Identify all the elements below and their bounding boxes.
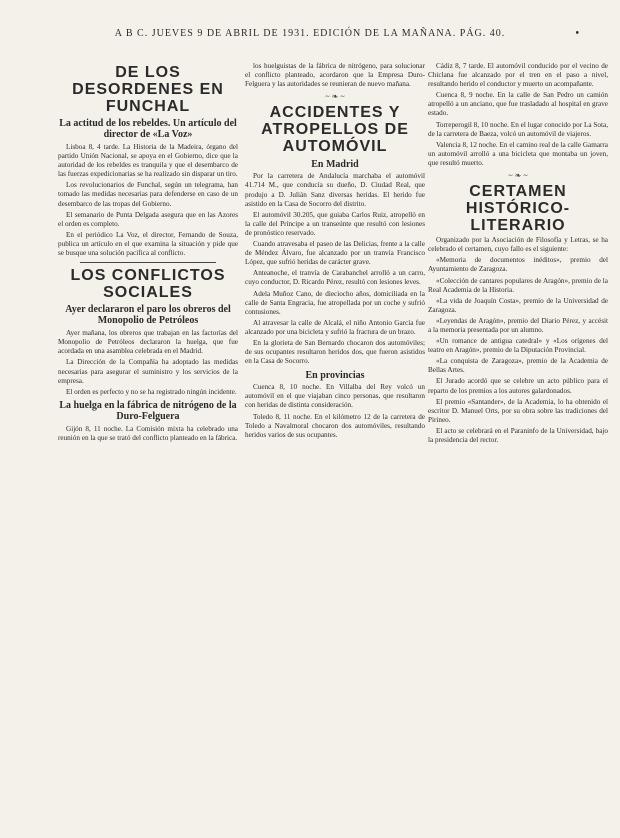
subhead-petroleos: Ayer declararon el paro los obreros del Monopolio de Petróleos	[65, 304, 231, 327]
paragraph: La Dirección de la Compañía ha adoptado las medidas necesarias para asegurar el suministro y los servicios de la empresa.	[58, 358, 238, 385]
paragraph: Anteanoche, el tranvía de Carabanchel arrolló a un carro, cuyo conductor, D. Ricardo Pérez, resultó con lesiones leves.	[245, 269, 425, 287]
paragraph: Los revolucionarios de Funchal, según un telegrama, han tomado las medidas necesarias para defenderse en caso de un desembarco de las tropas del Gobierno.	[58, 181, 238, 208]
headline-conflictos: LOS CONFLICTOS SOCIALES	[70, 267, 226, 302]
paragraph: El orden es perfecto y no se ha registrado ningún incidente.	[66, 387, 237, 396]
running-head-text: A B C. JUEVES 9 DE ABRIL DE 1931. EDICIÓN DE LA MAÑANA. PÁG. 40.	[114, 28, 506, 39]
paragraph: Gijón 8, 11 noche. La Comisión mixta ha celebrado una reunión en la que se trató del conflicto planteado en la fábrica.	[58, 424, 238, 442]
paragraph: El semanario de Punta Delgada asegura que en las Azores el orden es completo.	[58, 210, 238, 228]
subhead-actitud: La actitud de los rebeldes. Un artículo del director de «La Voz»	[59, 118, 237, 140]
column-3	[428, 62, 608, 832]
paragraph: En la glorieta de San Bernardo chocaron dos automóviles; de sus ocupantes resultaron heridos dos, que fueron asistidos en la Casa de Socorro.	[245, 338, 425, 366]
headline-desordenes: DE LOS DESORDENES EN FUNCHAL	[72, 64, 224, 115]
paragraph: Cádiz 8, 7 tarde. El automóvil conducido por el vecino de Chiclana fue alcanzado por el tren en el paso a nivel, resultando herido el conductor y muerto un acompañante.	[428, 62, 608, 89]
paragraph: «Memoria de documentos inéditos», premio del Ayuntamiento de Zaragoza.	[428, 256, 608, 274]
paragraph: Cuando atravesaba el paseo de las Delicias, frente a la calle de Méndez Álvaro, fue alcanzado por un tranvía Francisco López, que sufrió heridas de carácter grave.	[245, 240, 425, 267]
running-head	[0, 28, 620, 50]
paragraph: «La vida de Joaquín Costa», premio de la Universidad de Zaragoza.	[428, 296, 608, 314]
paragraph: Al atravesar la calle de Alcalá, el niño Antonio García fue alcanzado por una bicicleta y sufrió la fractura de un brazo.	[245, 318, 425, 336]
paragraph: «La conquista de Zaragoza», premio de la Academia de Bellas Artes.	[428, 357, 608, 375]
subhead-madrid: En Madrid	[311, 159, 359, 171]
subhead-duro-felguera: La huelga en la fábrica de nitrógeno de la Duro-Felguera	[59, 399, 237, 422]
paragraph: «Leyendas de Aragón», premio del Diario Pérez, y accésit a la memoria presentada por un alumno.	[428, 316, 608, 334]
headline-accidentes: ACCIDENTES Y ATROPELLOS DE AUTOMÓVIL	[261, 104, 409, 156]
paragraph: Cuenca 8, 9 noche. En la calle de San Pedro un camión atropelló a un anciano, que fue trasladado al hospital en grave estado.	[428, 91, 608, 118]
page-mark: •	[575, 28, 580, 39]
paragraph: Ayer mañana, los obreros que trabajan en las factorías del Monopolio de Petróleos declararon la huelga, que fue acordada en una asamblea celebrada en el Madrid.	[58, 329, 238, 356]
column-1	[58, 62, 238, 832]
headline-certamen: CERTAMEN HISTÓRICO-LITERARIO	[465, 183, 571, 235]
subhead-provincias: En provincias	[305, 370, 365, 382]
paragraph: En el periódico La Voz, el director, Fernando de Souza, publica un artículo en el que examina la situación y pide que se busque una solución pacífica al conflicto.	[58, 230, 238, 258]
paragraph: Torreperogil 8, 10 noche. En el lugar conocido por La Sota, de la carretera de Baeza, volcó un automóvil de viajeros.	[428, 120, 608, 138]
paragraph: Toledo 8, 11 noche. En el kilómetro 12 de la carretera de Toledo a Navalmoral chocaron dos automóviles, resultando heridos varios de sus ocupantes.	[245, 412, 425, 439]
paragraph: Cuenca 8, 10 noche. En Villalba del Rey volcó un automóvil en el que viajaban cinco personas, que resultaron con heridas de distinta consideración.	[245, 383, 425, 410]
paragraph: El acto se celebrará en el Paraninfo de la Universidad, bajo la presidencia del rector.	[428, 426, 608, 444]
paragraph: El Jurado acordó que se celebre un acto público para el reparto de los premios a los autores galardonados.	[428, 377, 608, 395]
column-2	[245, 62, 425, 832]
paragraph: Lisboa 8, 4 tarde. La Historia de la Madeira, órgano del partido Unión Nacional, se apoya en el Gobierno, dice que la autoridad de los rebeldes es tranquila y que el desembarco de las fuerzas expedicionarias se ha realizado sin disparar un tiro.	[58, 143, 238, 179]
paragraph: los huelguistas de la fábrica de nitrógeno, para solucionar el conflicto planteado, acordaron que la Empresa Duro-Felguera y las autoridades se reunieran de nuevo mañana.	[245, 62, 425, 89]
paragraph: Adela Muñoz Cano, de dieciocho años, domiciliada en la calle de Santa Engracia, fue atropellada por un coche y sufrió contusiones.	[245, 289, 425, 316]
ornament-divider: ~ ❧ ~	[325, 92, 345, 102]
paragraph: Organizado por la Asociación de Filosofía y Letras, se ha celebrado el certamen, cuyo fallo es el siguiente:	[428, 236, 608, 254]
paragraph: Por la carretera de Andalucía marchaba el automóvil 41.714 M., que conducía su dueño, D. Ciudad Real, que produjo a D. Julián Sanz diversas heridas. El herido fue asistido en la Casa de Socorro del distrito.	[245, 172, 425, 208]
paragraph: El premio «Santander», de la Academia, lo ha obtenido el escritor D. Manuel Orts, por su obra sobre las tradiciones del Pirineo.	[428, 397, 608, 424]
paragraph: El automóvil 30.205, que guiaba Carlos Ruiz, atropelló en la calle del Príncipe a un transeúnte que resultó con lesiones de pronóstico reservado.	[245, 210, 425, 237]
paragraph: Valencia 8, 12 noche. En el camino real de la calle Gamarra un automóvil arrolló a una bicicleta que montaba un joven, que resultó muerto.	[428, 140, 608, 167]
paragraph: «Colección de cantares populares de Aragón», premio de la Real Academia de la Historia.	[428, 276, 608, 294]
section-rule	[80, 262, 216, 263]
paragraph: «Un romance de antigua catedral» y «Los orígenes del teatro en Aragón», premio de la Diputación Provincial.	[428, 337, 608, 355]
ornament-divider: ~ ❧ ~	[508, 171, 528, 181]
